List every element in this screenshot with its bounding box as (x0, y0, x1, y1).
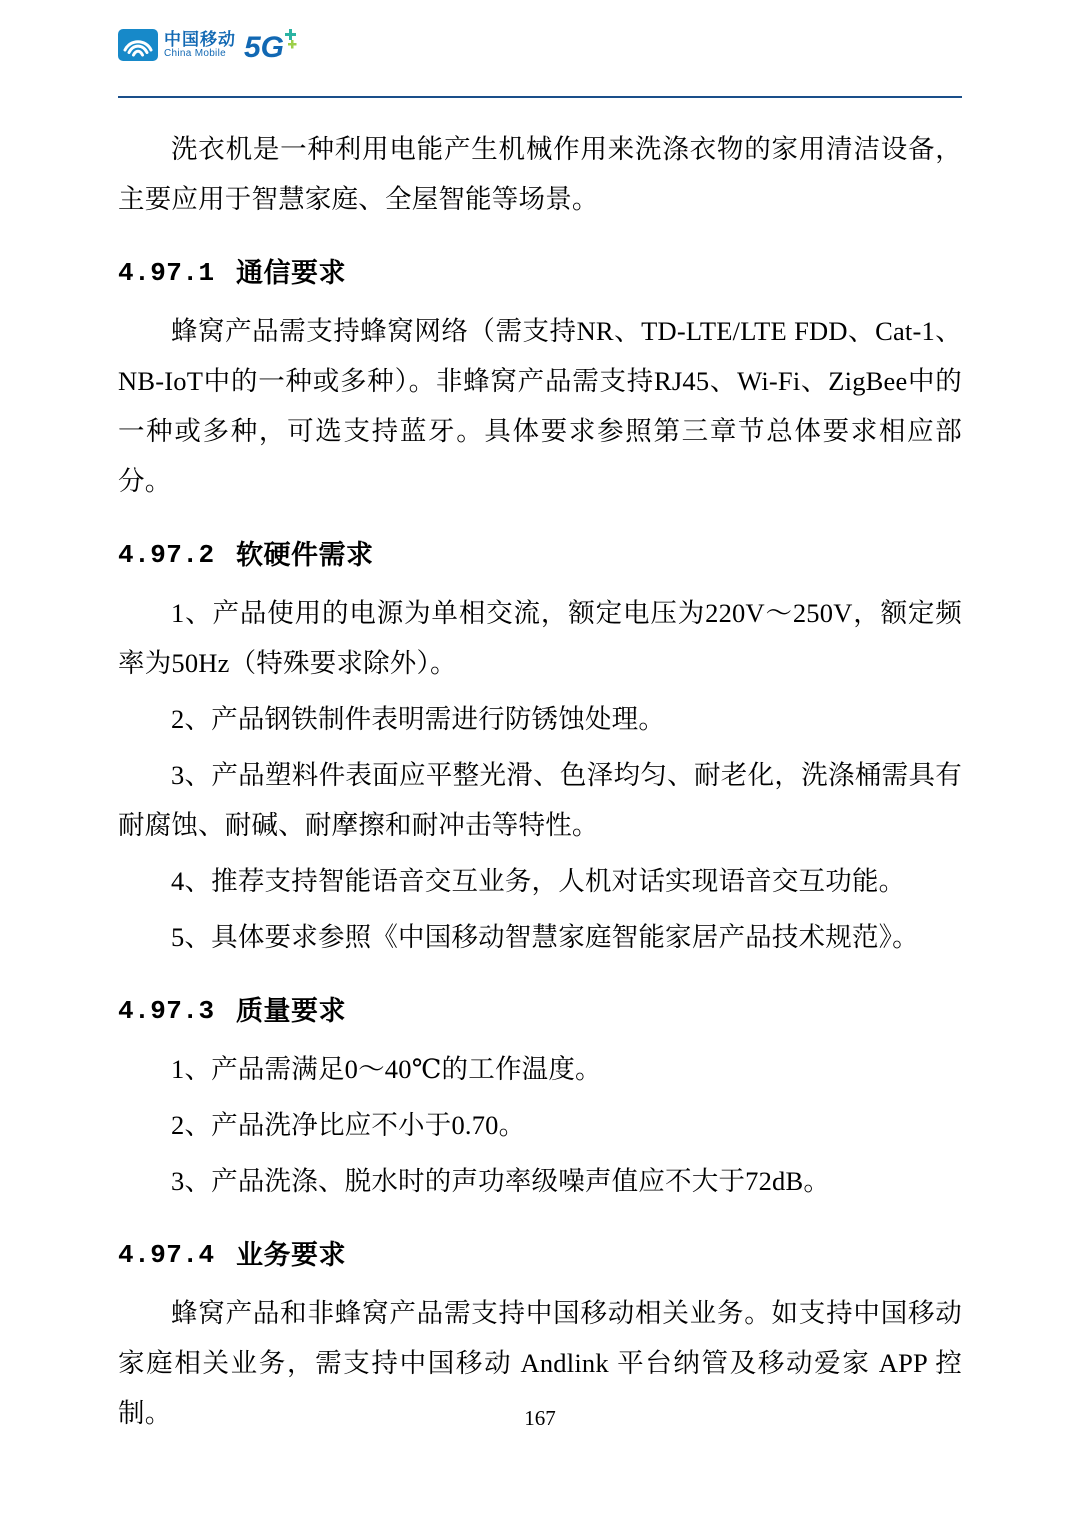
five-g-badge-icon (244, 23, 298, 67)
paragraph-4-97-2-2: 2、产品钢铁制件表明需进行防锈蚀处理。 (171, 704, 666, 734)
heading-number: 4.97.3 (118, 996, 215, 1026)
logo-chinese-name: 中国移动 (164, 29, 236, 49)
heading-number: 4.97.2 (118, 540, 215, 570)
paragraph-4-97-2-3: 3、产品塑料件表面应平整光滑、色泽均匀、耐老化，洗涤桶需具有耐腐蚀、耐碱、耐摩擦和耐冲击等特性。 (118, 760, 962, 840)
heading-4-97-3 (118, 988, 962, 1034)
paragraph-4-97-3-1: 1、产品需满足0～40℃的工作温度。 (171, 1054, 602, 1084)
paragraph-4-97-4-1: 蜂窝产品和非蜂窝产品需支持中国移动相关业务。如支持中国移动家庭相关业务，需支持中国移动 Andlink 平台纳管及移动爱家 APP 控制。 (118, 1298, 962, 1428)
intro-paragraph: 洗衣机是一种利用电能产生机械作用来洗涤衣物的家用清洁设备，主要应用于智慧家庭、全屋智能等场景。 (118, 134, 962, 214)
heading-title: 质量要求 (236, 996, 346, 1026)
heading-4-97-4 (118, 1232, 962, 1278)
heading-number: 4.97.4 (118, 1240, 215, 1270)
svg-text:5G: 5G (244, 31, 285, 64)
heading-4-97-2 (118, 532, 962, 578)
china-mobile-logo-text (164, 31, 236, 59)
heading-number: 4.97.1 (118, 258, 215, 288)
logo-english-name: China Mobile (164, 47, 226, 59)
paragraph-4-97-1-1: 蜂窝产品需支持蜂窝网络（需支持NR、TD-LTE/LTE FDD、Cat-1、NB-IoT中的一种或多种）。非蜂窝产品需支持RJ45、Wi-Fi、ZigBee中的一种或多种，可选支持蓝牙。具体要求参照第三章节总体要求相应部分。 (118, 316, 962, 496)
page-header (118, 0, 962, 98)
page-number: 167 (524, 1406, 556, 1430)
heading-title: 业务要求 (236, 1240, 346, 1270)
paragraph-4-97-3-2: 2、产品洗净比应不小于0.70。 (171, 1110, 526, 1140)
china-mobile-logo-icon (118, 25, 158, 65)
paragraph-4-97-3-3: 3、产品洗涤、脱水时的声功率级噪声值应不大于72dB。 (171, 1166, 831, 1196)
heading-title: 软硬件需求 (236, 540, 374, 570)
paragraph-4-97-2-4: 4、推荐支持智能语音交互业务，人机对话实现语音交互功能。 (171, 866, 906, 896)
china-mobile-logo (118, 23, 298, 73)
paragraph-4-97-2-5: 5、具体要求参照《中国移动智慧家庭智能家居产品技术规范》。 (171, 922, 919, 952)
heading-4-97-1 (118, 250, 962, 296)
paragraph-4-97-2-1: 1、产品使用的电源为单相交流，额定电压为220V～250V，额定频率为50Hz（特殊要求除外）。 (118, 598, 962, 678)
document-body (118, 98, 962, 1438)
heading-title: 通信要求 (236, 258, 346, 288)
